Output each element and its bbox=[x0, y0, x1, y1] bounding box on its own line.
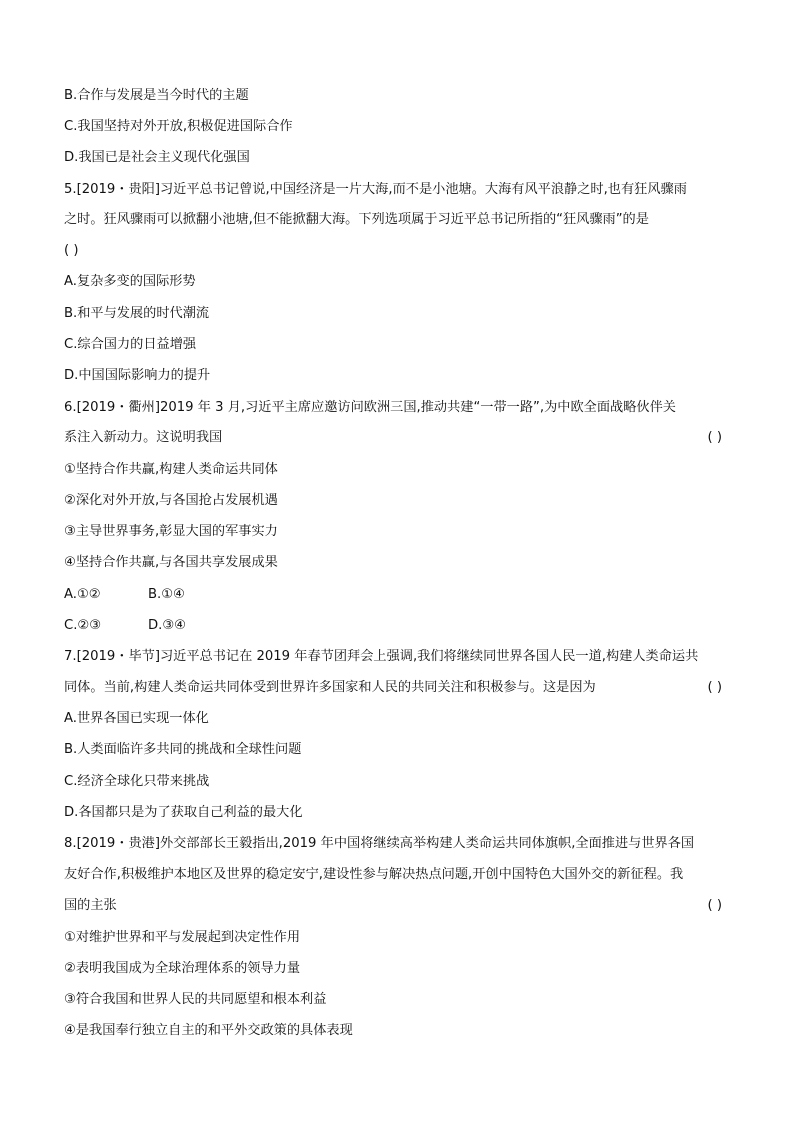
q6-option-c: C.②③ bbox=[64, 618, 102, 633]
q7-option-b: B.人类面临许多共同的挑战和全球性问题 bbox=[64, 742, 302, 757]
q8-stem-line-3: 国的主张 bbox=[64, 898, 117, 913]
q7-stem-line-2: 同体。当前,构建人类命运共同体受到世界许多国家和人民的共同关注和积极参与。这是因为 bbox=[64, 680, 596, 695]
q6-stem-line-2: 系注入新动力。这说明我国 bbox=[64, 430, 223, 445]
q6-option-b: B.①④ bbox=[148, 587, 185, 602]
q6-option-a: A.①② bbox=[64, 587, 101, 602]
q8-item-1: ①对维护世界和平与发展起到决定性作用 bbox=[64, 930, 301, 945]
q8-answer-paren: ( ) bbox=[707, 898, 722, 913]
q5-option-a: A.复杂多变的国际形势 bbox=[64, 274, 196, 289]
q5-option-d: D.中国国际影响力的提升 bbox=[64, 368, 211, 383]
q5-stem-line-1: 5.[2019・贵阳]习近平总书记曾说,中国经济是一片大海,而不是小池塘。大海有风平浪静之时,也有狂风骤雨 bbox=[64, 182, 687, 197]
q8-item-4: ④是我国奉行独立自主的和平外交政策的具体表现 bbox=[64, 1023, 353, 1038]
q6-item-2: ②深化对外开放,与各国抢占发展机遇 bbox=[64, 493, 278, 508]
q4-option-b: B.合作与发展是当今时代的主题 bbox=[64, 88, 249, 103]
q7-answer-paren: ( ) bbox=[707, 680, 722, 695]
q7-option-a: A.世界各国已实现一体化 bbox=[64, 711, 209, 726]
q6-item-4: ④坚持合作共赢,与各国共享发展成果 bbox=[64, 555, 278, 570]
q5-answer-paren: ( ) bbox=[64, 243, 79, 258]
q7-stem-line-1: 7.[2019・毕节]习近平总书记在 2019 年春节团拜会上强调,我们将继续同世界各国人民一道,构建人类命运共 bbox=[64, 649, 699, 664]
q5-option-c: C.综合国力的日益增强 bbox=[64, 337, 197, 352]
q7-option-c: C.经济全球化只带来挑战 bbox=[64, 774, 210, 789]
q4-option-d: D.我国已是社会主义现代化强国 bbox=[64, 150, 250, 165]
q8-item-2: ②表明我国成为全球治理体系的领导力量 bbox=[64, 961, 301, 976]
q8-item-3: ③符合我国和世界人民的共同愿望和根本利益 bbox=[64, 992, 327, 1007]
q5-option-b: B.和平与发展的时代潮流 bbox=[64, 306, 210, 321]
q8-stem-line-1: 8.[2019・贵港]外交部部长王毅指出,2019 年中国将继续高举构建人类命运共同体旗帜,全面推进与世界各国 bbox=[64, 836, 695, 851]
q6-stem-line-1: 6.[2019・衢州]2019 年 3 月,习近平主席应邀访问欧洲三国,推动共建“一带一路”,为中欧全面战略伙伴关 bbox=[64, 400, 676, 415]
q6-option-d: D.③④ bbox=[148, 618, 186, 633]
q6-answer-paren: ( ) bbox=[707, 430, 722, 445]
q4-option-c: C.我国坚持对外开放,积极促进国际合作 bbox=[64, 119, 293, 134]
q5-stem-line-2: 之时。狂风骤雨可以掀翻小池塘,但不能掀翻大海。下列选项属于习近平总书记所指的“狂风骤雨”的是 bbox=[64, 212, 649, 227]
q6-item-1: ①坚持合作共赢,构建人类命运共同体 bbox=[64, 462, 278, 477]
q7-option-d: D.各国都只是为了获取自己利益的最大化 bbox=[64, 805, 303, 820]
q6-item-3: ③主导世界事务,彰显大国的军事实力 bbox=[64, 524, 278, 539]
q8-stem-line-2: 友好合作,积极维护本地区及世界的稳定安宁,建设性参与解决热点问题,开创中国特色大国外交的新征程。我 bbox=[64, 867, 684, 882]
